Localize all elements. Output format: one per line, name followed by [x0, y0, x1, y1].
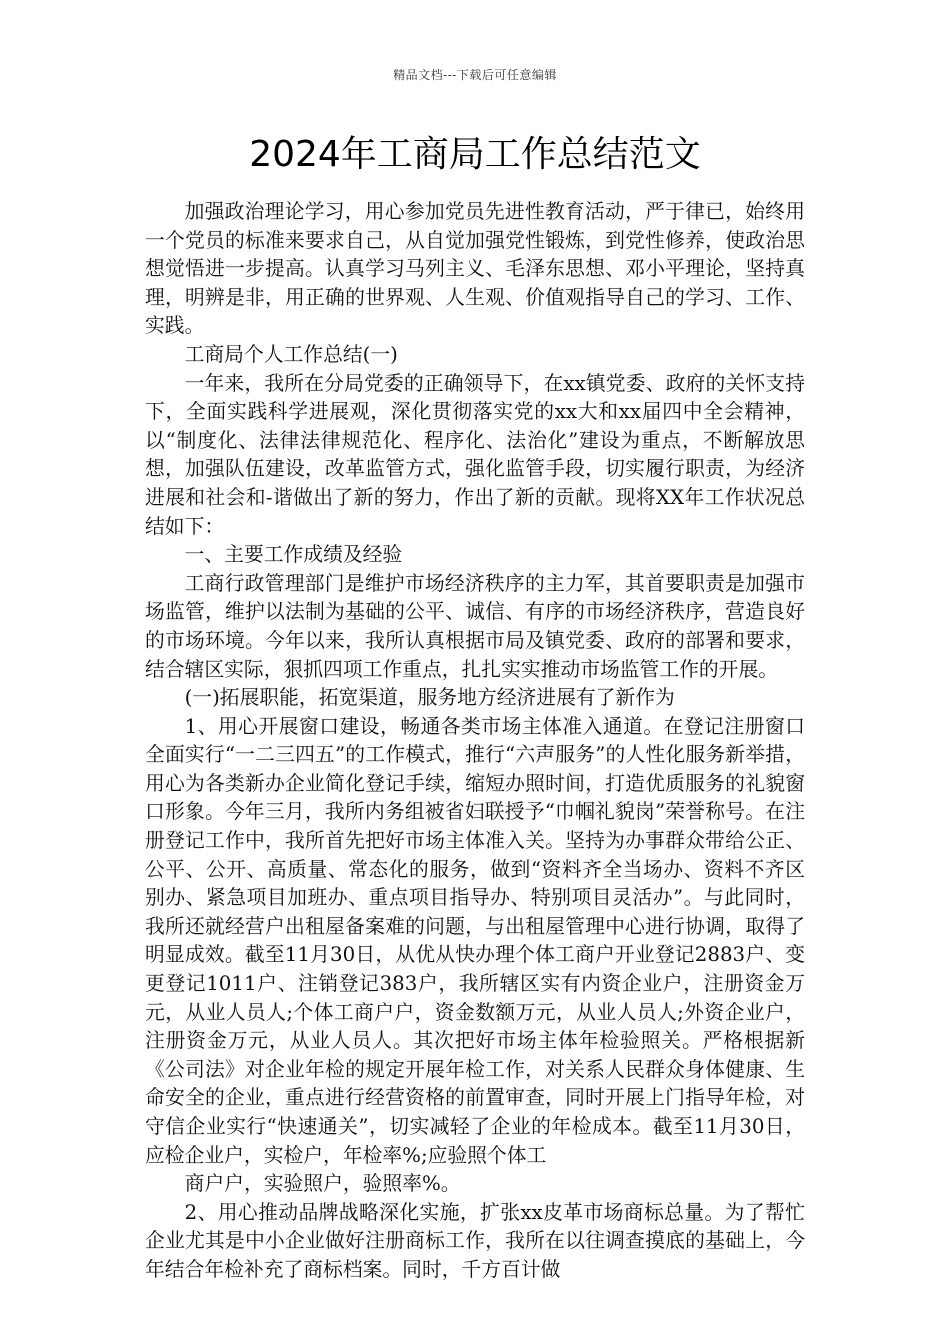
- subsection-heading: (一)拓展职能，拓宽渠道，服务地方经济进展有了新作为: [184, 686, 675, 710]
- section-heading: 工商局个人工作总结(一): [184, 342, 398, 366]
- document-body: [145, 198, 805, 1285]
- document-title: 2024年工商局工作总结范文: [249, 134, 701, 175]
- section-heading: 一、主要工作成绩及经验: [184, 543, 403, 567]
- body-paragraph: 商户户，实验照户，验照率%。: [184, 1172, 461, 1196]
- header-note: 精品文档---下载后可任意编辑: [393, 68, 557, 82]
- body-paragraph: 一年来，我所在分局党委的正确领导下，在xx镇党委、政府的关怀支持下，全面实践科学进展观，深化贯彻落实党的xx大和xx届四中全会精神，以“制度化、法律法律规范化、程序化、法治化”建设为重点，不断解放思想，加强队伍建设，改革监管方式，强化监管手段，切实履行职责，为经济进展和社会和-谐做出了新的努力，作出了新的贡献。现将XX年工作状况总结如下：: [145, 371, 805, 538]
- body-paragraph: 工商行政管理部门是维护市场经济秩序的主力军，其首要职责是加强市场监管，维护以法制为基础的公平、诚信、有序的市场经济秩序，营造良好的市场环境。今年以来，我所认真根据市局及镇党委、政府的部署和要求，结合辖区实际，狠抓四项工作重点，扎扎实实推动市场监管工作的开展。: [145, 571, 805, 681]
- body-paragraph: 1、用心开展窗口建设，畅通各类市场主体准入通道。在登记注册窗口全面实行“一二三四五”的工作模式，推行“六声服务”的人性化服务新举措，用心为各类新办企业简化登记手续，缩短办照时间，打造优质服务的礼貌窗口形象。今年三月，我所内务组被省妇联授予“巾帼礼貌岗”荣誉称号。在注册登记工作中，我所首先把好市场主体准入关。坚持为办事群众带给公正、公平、公开、高质量、常态化的服务，做到“资料齐全当场办、资料不齐区别办、紧急项目加班办、重点项目指导办、特别项目灵活办”。与此同时，我所还就经营户出租屋备案难的问题，与出租屋管理中心进行协调，取得了明显成效。截至11月30日，从优从快办理个体工商户开业登记2883户、变更登记1011户、注销登记383户，我所辖区实有内资企业户，注册资金万元，从业人员人;个体工商户户，资金数额万元，从业人员人;外资企业户，注册资金万元，从业人员人。其次把好市场主体年检验照关。严格根据新《公司法》对企业年检的规定开展年检工作，对关系人民群众身体健康、生命安全的企业，重点进行经营资格的前置审查，同时开展上门指导年检，对守信企业实行“快速通关”，切实减轻了企业的年检成本。截至11月30日，应检企业户，实检户，年检率%;应验照个体工: [145, 714, 805, 1167]
- body-paragraph: 2、用心推动品牌战略深化实施，扩张xx皮革市场商标总量。为了帮忙企业尤其是中小企业做好注册商标工作，我所在以往调查摸底的基础上，今年结合年检补充了商标档案。同时，千方百计做: [145, 1200, 805, 1281]
- body-paragraph: 加强政治理论学习，用心参加党员先进性教育活动，严于律已，始终用一个党员的标准来要求自己，从自觉加强党性锻炼，到党性修养，使政治思想觉悟进一步提高。认真学习马列主义、毛泽东思想、邓小平理论，坚持真理，明辨是非，用正确的世界观、人生观、价值观指导自己的学习、工作、实践。: [145, 200, 805, 338]
